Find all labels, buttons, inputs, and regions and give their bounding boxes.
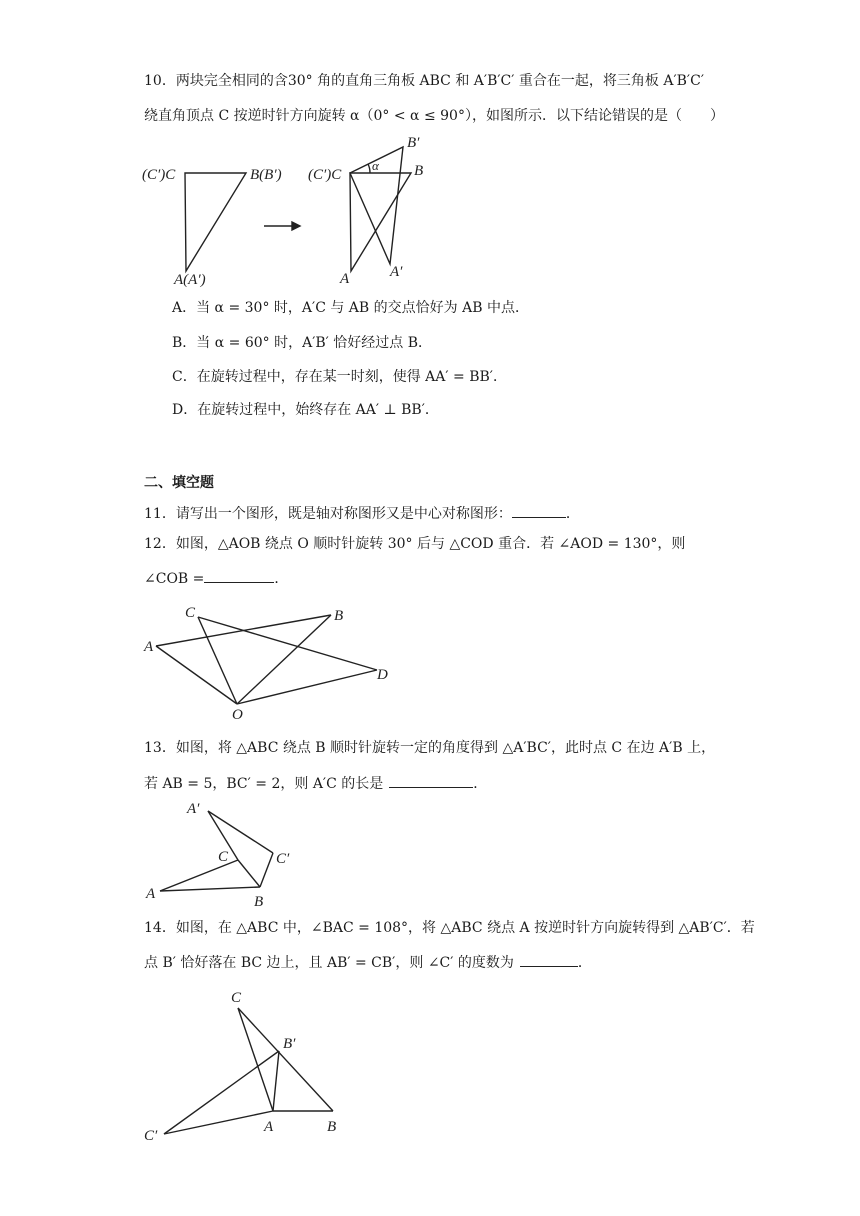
q14-end: ． (577, 955, 592, 971)
q13-label-a: A (146, 886, 156, 902)
q10-line1: 10．两块完全相同的含30° 角的直角三角板 ABC 和 A′B′C′ 重合在一起，将三角板 A′B′C′ (144, 73, 704, 89)
q13-answer-blank[interactable] (389, 773, 473, 788)
q14-line2-wrap (144, 952, 592, 973)
q13-label-ap: A′ (187, 801, 200, 817)
q10-right-a-label: A (340, 271, 350, 287)
q12-segment-do (237, 670, 377, 704)
q12-segment-cd (198, 617, 377, 670)
section-title: 二、填空题 (144, 475, 214, 491)
q14-line2: 点 B′ 恰好落在 BC 边上，且 AB′ = CB′，则 ∠C′ 的度数为 (144, 955, 514, 971)
q11-line (144, 503, 580, 524)
q14-answer-blank[interactable] (520, 952, 578, 967)
q14-label-c: C (231, 990, 242, 1006)
q12-segment-ao (156, 646, 237, 704)
q12-line2-wrap (144, 568, 288, 589)
q14-figure (140, 982, 360, 1152)
q13-segment-cb (238, 860, 260, 887)
q13-line2-wrap (144, 773, 487, 794)
q13-segment-cpb (260, 853, 273, 887)
q12-label-a: A (144, 639, 154, 655)
q13-segment-apcp (208, 811, 273, 853)
q13-label-cp: C′ (276, 851, 290, 867)
q14-label-bp: B′ (283, 1036, 296, 1052)
q12-end: ． (274, 571, 289, 587)
q13-segment-ab (160, 887, 260, 891)
q10-line2: 绕直角顶点 C 按逆时针方向旋转 α（0° < α ≤ 90°），如图所示．以下结论错误的是（ ） (144, 108, 724, 124)
q10-option-b: B．当 α = 60° 时，A′B′ 恰好经过点 B． (172, 335, 433, 351)
q10-right-bp-label: B′ (407, 135, 420, 151)
q10-right-c-label: (C′)C (308, 167, 342, 183)
q14-label-a: A (264, 1119, 274, 1135)
q11-text: 11．请写出一个图形，既是轴对称图形又是中心对称图形： (144, 506, 512, 522)
q12-label-c: C (185, 605, 196, 621)
q13-label-c: C (218, 849, 229, 865)
q13-label-b: B (254, 894, 264, 910)
q11-end: ． (565, 506, 580, 522)
q12-label-o: O (232, 707, 243, 723)
q12-label-b: B (334, 608, 344, 624)
q10-alpha-label: α (372, 158, 379, 173)
q12-figure (140, 600, 410, 725)
q10-right-ap-label: A′ (390, 264, 403, 280)
q10-right-b-label: B (414, 163, 424, 179)
q14-segment-abp (273, 1051, 279, 1111)
q10-left-b-label: B(B′) (250, 167, 282, 183)
q10-right-triangle-abc (350, 173, 411, 271)
q12-segment-co (198, 617, 237, 704)
q12-line2: ∠COB = (144, 571, 205, 587)
q14-line1: 14．如图，在 △ABC 中，∠BAC = 108°，将 △ABC 绕点 A 按逆时针方向旋转得到 △AB′C′．若 (144, 920, 755, 936)
q11-answer-blank[interactable] (512, 503, 566, 518)
q13-figure (140, 796, 310, 911)
q14-label-cp: C′ (144, 1128, 158, 1144)
q14-label-b: B (327, 1119, 337, 1135)
q13-line1: 13．如图，将 △ABC 绕点 B 顺时针旋转一定的角度得到 △A′BC′，此时点 C 在边 A′B 上， (144, 740, 716, 756)
q13-end: ． (473, 776, 488, 792)
q10-arrow-head (292, 222, 300, 230)
q10-left-c-label: (C′)C (142, 167, 176, 183)
q10-alpha-arc (368, 164, 370, 173)
q10-option-a: A．当 α = 30° 时，A′C 与 AB 的交点恰好为 AB 中点． (172, 300, 529, 316)
q10-option-d: D．在旋转过程中，始终存在 AA′ ⊥ BB′． (172, 402, 439, 418)
q10-left-triangle (185, 173, 246, 271)
q14-segment-cb (238, 1008, 333, 1111)
q12-label-d: D (377, 667, 388, 683)
q12-line1: 12．如图，△AOB 绕点 O 顺时针旋转 30° 后与 △COD 重合．若 ∠AOD = 130°，则 (144, 536, 686, 552)
q12-answer-blank[interactable] (204, 568, 274, 583)
q10-option-c: C．在旋转过程中，存在某一时刻，使得 AA′ = BB′． (172, 369, 507, 385)
q10-figure (140, 130, 440, 290)
q10-left-a-label: A(A′) (174, 272, 206, 288)
q13-line2: 若 AB = 5，BC′ = 2，则 A′C 的长是 (144, 776, 384, 792)
q12-segment-bo (237, 615, 331, 704)
